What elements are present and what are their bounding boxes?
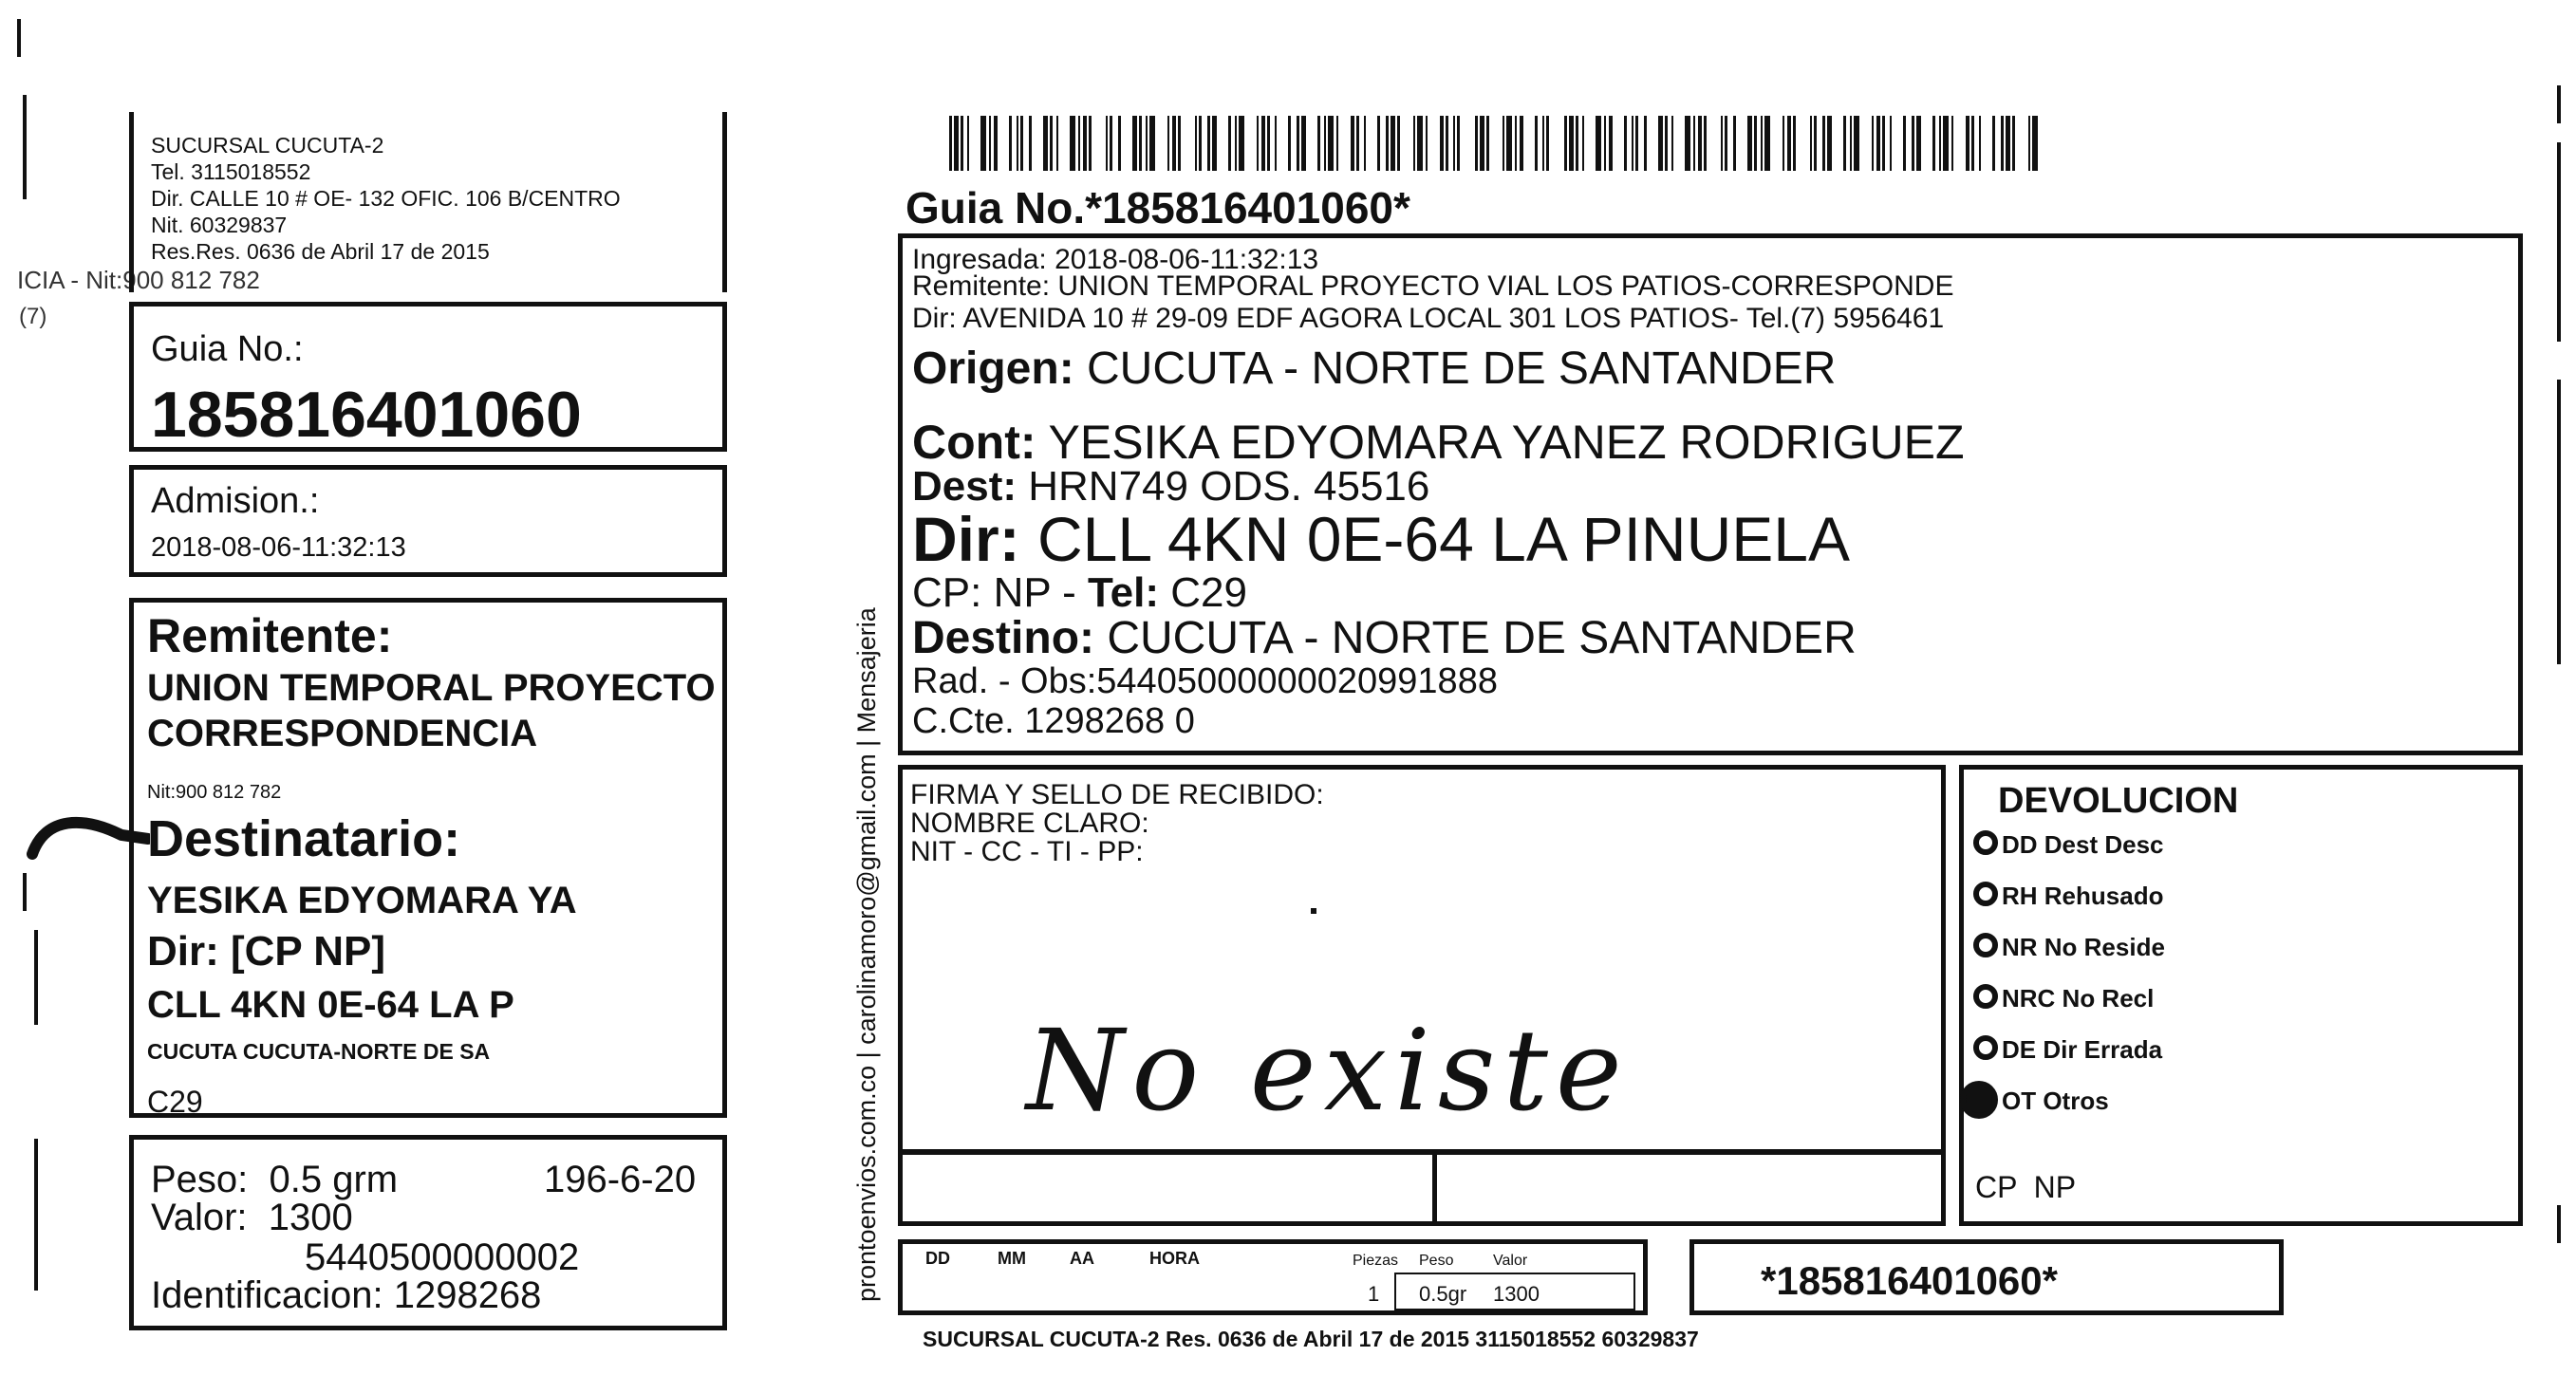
remitente-destinatario-box bbox=[129, 598, 727, 1118]
left-margin-text: ICIA - Nit:900 812 782 bbox=[17, 266, 260, 294]
barcode-bar bbox=[1261, 116, 1265, 171]
barcode-bar bbox=[1288, 116, 1291, 171]
identificacion-line: Identificacion: 1298268 bbox=[151, 1274, 542, 1316]
barcode-bar bbox=[1212, 116, 1217, 171]
scan-mark bbox=[34, 930, 38, 1025]
barcode-bar bbox=[1671, 116, 1673, 171]
dest-value: HRN749 ODS. 45516 bbox=[1017, 463, 1430, 510]
barcode-bar bbox=[1943, 116, 1949, 171]
dir2-label: Dir: bbox=[912, 504, 1020, 574]
barcode-bar bbox=[1698, 116, 1702, 171]
remitente-label: Remitente: bbox=[147, 609, 393, 662]
barcode-bar bbox=[1050, 116, 1053, 171]
barcode-bar bbox=[2006, 116, 2010, 171]
barcode-bar bbox=[1377, 116, 1380, 171]
barcode-bar bbox=[1542, 116, 1544, 171]
barcode-bar bbox=[1453, 116, 1455, 171]
barcode-bar bbox=[1235, 116, 1237, 171]
barcode-bar bbox=[1569, 116, 1574, 171]
barcode-bar bbox=[2028, 116, 2030, 171]
dest-label: Dest: bbox=[912, 463, 1017, 510]
barcode-bar bbox=[1149, 116, 1155, 171]
tel-value: C29 bbox=[1158, 569, 1247, 616]
barcode-bar bbox=[1106, 116, 1108, 171]
barcode-bar bbox=[1426, 116, 1428, 171]
office-line-5: Res.Res. 0636 de Abril 17 de 2015 bbox=[151, 239, 490, 264]
dir2-line bbox=[912, 504, 1851, 574]
speck bbox=[1311, 908, 1316, 914]
barcode-bar bbox=[1787, 116, 1791, 171]
guia-label: Guia No.: bbox=[151, 329, 304, 369]
barcode-bar bbox=[1351, 116, 1354, 171]
dest-line bbox=[912, 463, 1430, 510]
barcode-bar bbox=[1890, 116, 1892, 171]
destinatario-dir-label: Dir: [CP NP] bbox=[147, 928, 385, 975]
devolucion-box bbox=[1959, 765, 2523, 1226]
barcode-bar bbox=[1827, 116, 1832, 171]
devolucion-footer: CP NP bbox=[1975, 1170, 2077, 1204]
origen-label: Origen: bbox=[912, 344, 1074, 394]
origen-line bbox=[912, 346, 1836, 392]
cont-label: Cont: bbox=[912, 416, 1036, 469]
footer-inner-cell bbox=[1394, 1273, 1635, 1310]
barcode-bar bbox=[1480, 116, 1484, 171]
barcode-bar bbox=[1564, 116, 1567, 171]
barcode-bar bbox=[1356, 116, 1359, 171]
barcode-bar bbox=[1992, 116, 1995, 171]
barcode-bar bbox=[1609, 116, 1613, 171]
barcode-bar bbox=[1078, 116, 1080, 171]
barcode-bar bbox=[1110, 116, 1112, 171]
barcode-bar bbox=[2012, 116, 2015, 171]
barcode-bar bbox=[1336, 116, 1338, 171]
destinatario-tel: C29 bbox=[147, 1085, 203, 1119]
barcode-bar bbox=[1822, 116, 1825, 171]
barcode-bar bbox=[1882, 116, 1885, 171]
barcode-bar bbox=[1029, 116, 1032, 171]
bottom-footer-line: SUCURSAL CUCUTA-2 Res. 0636 de Abril 17 de 2015 3115018552 60329837 bbox=[923, 1327, 1699, 1351]
barcode-bar bbox=[1966, 116, 1969, 171]
barcode-bar bbox=[1207, 116, 1210, 171]
value-valor: 1300 bbox=[1493, 1282, 1540, 1306]
radio-filled-icon[interactable] bbox=[1960, 1081, 1998, 1119]
radio-circle-icon[interactable] bbox=[1973, 830, 1998, 855]
firma-box bbox=[898, 765, 1946, 1154]
barcode-bar bbox=[2032, 116, 2038, 171]
barcode-bar bbox=[1733, 116, 1736, 171]
office-header bbox=[129, 112, 727, 292]
barcode-bar bbox=[1417, 116, 1423, 171]
scan-mark bbox=[23, 873, 27, 911]
barcode-bar bbox=[949, 116, 952, 171]
guia-code-box bbox=[1689, 1239, 2284, 1315]
radio-circle-icon[interactable] bbox=[1973, 882, 1998, 906]
cont-value: YESIKA EDYOMARA YANEZ RODRIGUEZ bbox=[1036, 416, 1965, 469]
barcode-bar bbox=[1083, 116, 1087, 171]
ccte-line: C.Cte. 1298268 0 bbox=[912, 701, 1195, 741]
destino-line bbox=[912, 613, 1857, 663]
barcode-bar bbox=[1693, 116, 1695, 171]
barcode-bar bbox=[1535, 116, 1538, 171]
barcode-bar bbox=[1506, 116, 1512, 171]
barcode-bar bbox=[1413, 116, 1415, 171]
value-piezas: 1 bbox=[1368, 1282, 1380, 1306]
barcode-bar bbox=[1658, 116, 1663, 171]
barcode-bar bbox=[1939, 116, 1941, 171]
devolucion-option-label: RH Rehusado bbox=[2002, 882, 2164, 910]
barcode-bar bbox=[1446, 116, 1448, 171]
barcode-bar bbox=[1228, 116, 1231, 171]
cp-tel-line bbox=[912, 569, 1247, 616]
barcode-bar bbox=[1118, 116, 1121, 171]
barcode-bar bbox=[1979, 116, 1981, 171]
barcode-bar bbox=[1932, 116, 1935, 171]
barcode-bar bbox=[980, 116, 986, 171]
barcode-bar bbox=[1685, 116, 1690, 171]
destinatario-name: YESIKA EDYOMARA YA bbox=[147, 880, 577, 921]
barcode-bar bbox=[1721, 116, 1723, 171]
barcode-bar bbox=[1843, 116, 1846, 171]
barcode-bar bbox=[1515, 116, 1517, 171]
admision-box bbox=[129, 465, 727, 577]
barcode-bar bbox=[1604, 116, 1606, 171]
barcode-bar bbox=[1596, 116, 1601, 171]
barcode-bar bbox=[994, 116, 998, 171]
handwritten-note: No existe bbox=[1026, 1005, 1630, 1136]
barcode-bar bbox=[961, 116, 963, 171]
barcode-bar bbox=[1665, 116, 1668, 171]
barcode-bar bbox=[1576, 116, 1578, 171]
header-peso: Peso bbox=[1419, 1253, 1454, 1269]
admision-value: 2018-08-06-11:32:13 bbox=[151, 532, 406, 563]
barcode-bar bbox=[1624, 116, 1627, 171]
ingresada-line: Ingresada: 2018-08-06-11:32:13 bbox=[912, 244, 1319, 275]
header-aa: AA bbox=[1070, 1249, 1094, 1268]
barcode-bar bbox=[1764, 116, 1770, 171]
barcode-bar bbox=[1475, 116, 1478, 171]
office-line-1: SUCURSAL CUCUTA-2 bbox=[151, 133, 384, 158]
scan-mark bbox=[23, 95, 27, 199]
scan-mark bbox=[2557, 380, 2561, 664]
remitente-line-2: CORRESPONDENCIA bbox=[147, 713, 538, 754]
barcode-bar bbox=[1146, 116, 1148, 171]
barcode-bar bbox=[1903, 116, 1906, 171]
firma-bottom-row-left bbox=[898, 1150, 1437, 1226]
header-hora: HORA bbox=[1149, 1249, 1200, 1268]
guia-number: 185816401060 bbox=[151, 379, 582, 451]
firma-line-1: FIRMA Y SELLO DE RECIBIDO: bbox=[910, 779, 1324, 810]
destino-value: CUCUTA - NORTE DE SANTANDER bbox=[1094, 613, 1857, 663]
guia-code-text: *185816401060* bbox=[1761, 1258, 2058, 1303]
devolucion-option-label: DE Dir Errada bbox=[2002, 1035, 2163, 1064]
admision-label: Admision.: bbox=[151, 481, 320, 521]
value-peso: 0.5gr bbox=[1419, 1282, 1467, 1306]
barcode-bar bbox=[1876, 116, 1880, 171]
barcode-bar bbox=[1546, 116, 1549, 171]
remitente-nit: Nit:900 812 782 bbox=[147, 782, 282, 803]
shipment-info-box bbox=[898, 233, 2523, 755]
barcode-bar bbox=[1761, 116, 1763, 171]
handwritten-arrow-icon bbox=[27, 807, 150, 864]
barcode-bar bbox=[1199, 116, 1202, 171]
barcode-icon bbox=[949, 116, 2041, 171]
barcode-bar bbox=[1850, 116, 1852, 171]
destino-label: Destino: bbox=[912, 613, 1094, 663]
barcode-bar bbox=[1644, 116, 1647, 171]
guia-title: Guia No.*185816401060* bbox=[905, 183, 1410, 232]
scan-mark bbox=[17, 19, 21, 57]
barcode-bar bbox=[1017, 116, 1018, 171]
barcode-bar bbox=[1328, 116, 1334, 171]
devolucion-title: DEVOLUCION bbox=[1998, 781, 2239, 821]
header-piezas: Piezas bbox=[1353, 1253, 1399, 1269]
barcode-bar bbox=[1070, 116, 1075, 171]
barcode-bar bbox=[1503, 116, 1504, 171]
remitente-line: Remitente: UNION TEMPORAL PROYECTO VIAL LOS PATIOS-CORRESPONDE bbox=[912, 270, 1954, 302]
guia-number-box bbox=[129, 302, 727, 452]
devolucion-option-label: OT Otros bbox=[2002, 1087, 2109, 1115]
scan-mark bbox=[34, 1139, 38, 1291]
barcode-bar bbox=[1167, 116, 1169, 171]
barcode-bar bbox=[1139, 116, 1142, 171]
rad-line: Rad. - Obs:54405000000020991888 bbox=[912, 661, 1498, 701]
barcode-bar bbox=[989, 116, 991, 171]
barcode-bar bbox=[1043, 116, 1048, 171]
barcode-bar bbox=[1257, 116, 1259, 171]
barcode-bar bbox=[1440, 116, 1444, 171]
header-valor: Valor bbox=[1493, 1253, 1528, 1269]
barcode-bar bbox=[1635, 116, 1638, 171]
barcode-bar bbox=[1297, 116, 1299, 171]
barcode-bar bbox=[1704, 116, 1707, 171]
devolucion-option-label: DD Dest Desc bbox=[2002, 830, 2164, 859]
barcode-bar bbox=[1747, 116, 1752, 171]
dir-line: Dir: AVENIDA 10 # 29-09 EDF AGORA LOCAL 301 LOS PATIOS- Tel.(7) 5956461 bbox=[912, 303, 1945, 334]
cp-text: CP: NP - bbox=[912, 569, 1089, 616]
barcode-bar bbox=[1582, 116, 1584, 171]
barcode-bar bbox=[1391, 116, 1395, 171]
barcode-bar bbox=[1275, 116, 1277, 171]
barcode-bar bbox=[2001, 116, 2004, 171]
barcode-bar bbox=[1301, 116, 1306, 171]
barcode-bar bbox=[1195, 116, 1197, 171]
firma-line-2: NOMBRE CLARO: bbox=[910, 808, 1149, 839]
destinatario-city: CUCUTA CUCUTA-NORTE DE SA bbox=[147, 1039, 491, 1064]
firma-line-3: NIT - CC - TI - PP: bbox=[910, 836, 1144, 867]
valor-line: Valor: 1300 bbox=[151, 1197, 353, 1238]
barcode-bar bbox=[1971, 116, 1974, 171]
peso-code: 196-6-20 bbox=[544, 1159, 697, 1200]
office-line-3: Dir. CALLE 10 # OE- 132 OFIC. 106 B/CENTRO bbox=[151, 186, 621, 211]
barcode-bar bbox=[1916, 116, 1921, 171]
barcode-bar bbox=[1754, 116, 1757, 171]
barcode-bar bbox=[1725, 116, 1727, 171]
barcode-bar bbox=[1317, 116, 1320, 171]
destinatario-label: Destinatario: bbox=[147, 810, 461, 867]
left-margin-text-2: (7) bbox=[19, 304, 47, 329]
tel-label: Tel: bbox=[1088, 569, 1159, 616]
barcode-bar bbox=[1020, 116, 1023, 171]
barcode-bar bbox=[1457, 116, 1460, 171]
scan-mark bbox=[2557, 85, 2561, 123]
barcode-bar bbox=[1854, 116, 1859, 171]
barcode-bar bbox=[1793, 116, 1796, 171]
barcode-bar bbox=[1872, 116, 1874, 171]
barcode-bar bbox=[1178, 116, 1181, 171]
barcode-bar bbox=[1912, 116, 1914, 171]
office-line-4: Nit. 60329837 bbox=[151, 213, 288, 237]
barcode-bar bbox=[1239, 116, 1244, 171]
peso-line: Peso: 0.5 grm bbox=[151, 1159, 399, 1200]
barcode-bar bbox=[1172, 116, 1176, 171]
radio-circle-icon[interactable] bbox=[1973, 933, 1998, 957]
barcode-bar bbox=[1089, 116, 1092, 171]
destinatario-address: CLL 4KN 0E-64 LA P bbox=[147, 984, 514, 1026]
barcode-bar bbox=[1364, 116, 1366, 171]
radio-circle-icon[interactable] bbox=[1973, 1035, 1998, 1060]
peso-box bbox=[129, 1135, 727, 1330]
barcode-bar bbox=[1783, 116, 1784, 171]
header-dd: DD bbox=[925, 1249, 950, 1268]
barcode-bar bbox=[1397, 116, 1400, 171]
office-line-2: Tel. 3115018552 bbox=[151, 159, 311, 184]
vertical-contact-text: prontoenvios.com.co | carolinamoro@gmail.com | Mensajeria bbox=[852, 607, 881, 1302]
barcode-bar bbox=[1132, 116, 1137, 171]
firma-bottom-row-right bbox=[1432, 1150, 1946, 1226]
scan-mark bbox=[2557, 142, 2561, 342]
barcode-bar bbox=[1951, 116, 1953, 171]
cont-line bbox=[912, 416, 1965, 469]
devolucion-option-label: NR No Reside bbox=[2002, 933, 2165, 961]
barcode-bar bbox=[1520, 116, 1523, 171]
radio-circle-icon[interactable] bbox=[1973, 984, 1998, 1009]
barcode-bar bbox=[1386, 116, 1389, 171]
origen-value: CUCUTA - NORTE DE SANTANDER bbox=[1073, 344, 1837, 394]
barcode-bar bbox=[954, 116, 959, 171]
barcode-bar bbox=[967, 116, 969, 171]
peso-number-line: 5440500000002 bbox=[305, 1236, 580, 1278]
scan-mark bbox=[2557, 1205, 2561, 1243]
barcode-bar bbox=[1009, 116, 1012, 171]
barcode-bar bbox=[1056, 116, 1058, 171]
barcode-bar bbox=[1810, 116, 1812, 171]
barcode-bar bbox=[1486, 116, 1489, 171]
footer-table-box bbox=[898, 1239, 1648, 1315]
barcode-bar bbox=[1632, 116, 1633, 171]
barcode-bar bbox=[1814, 116, 1817, 171]
header-mm: MM bbox=[998, 1249, 1026, 1268]
dir2-value: CLL 4KN 0E-64 LA PINUELA bbox=[1019, 504, 1851, 574]
devolucion-option-label: NRC No Recl bbox=[2002, 984, 2155, 1013]
remitente-line-1: UNION TEMPORAL PROYECTO bbox=[147, 667, 716, 709]
barcode-bar bbox=[1324, 116, 1326, 171]
barcode-bar bbox=[1267, 116, 1270, 171]
